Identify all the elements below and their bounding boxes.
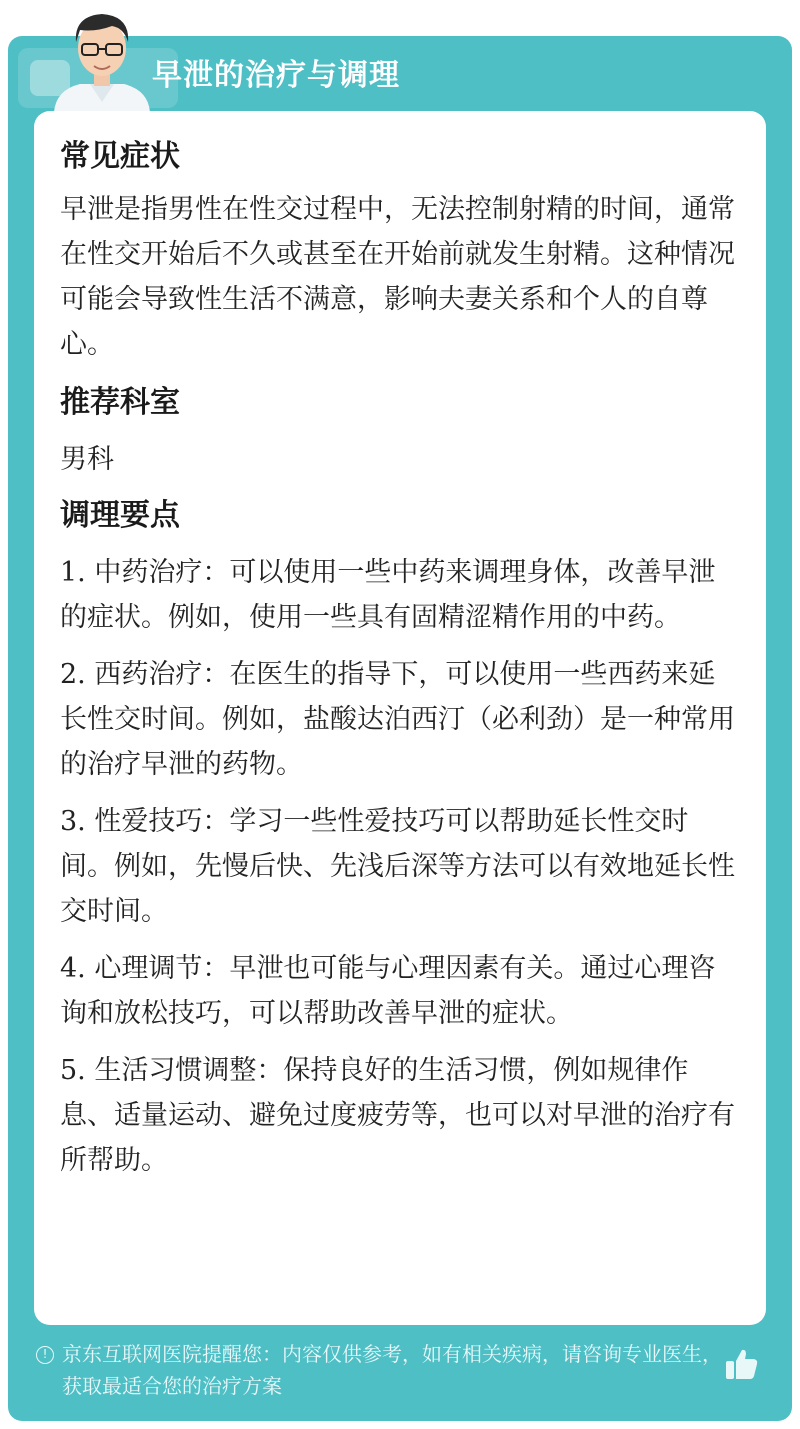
care-item-number: 1. [60, 557, 86, 588]
care-item-text: 心理调节：早泄也可能与心理因素有关。通过心理咨询和放松技巧，可以帮助改善早泄的症状。 [60, 953, 716, 1029]
department-text: 男科 [60, 444, 114, 475]
symptoms-title: 常见症状 [60, 139, 180, 174]
thumbs-up-icon[interactable] [724, 1346, 760, 1382]
page-title: 早泄的治疗与调理 [152, 58, 400, 93]
care-item-number: 3. [60, 806, 86, 837]
care-item-text: 性爱技巧：学习一些性爱技巧可以帮助延长性交时间。例如，先慢后快、先浅后深等方法可以有效地延长性交时间。 [60, 806, 735, 927]
care-item [60, 652, 740, 787]
care-item-text: 中药治疗：可以使用一些中药来调理身体，改善早泄的症状。例如，使用一些具有固精涩精作用的中药。 [60, 557, 716, 633]
care-item [60, 946, 740, 1036]
care-item [60, 1048, 740, 1183]
care-title: 调理要点 [60, 498, 180, 533]
care-item-number: 5. [60, 1055, 86, 1086]
disclaimer [36, 1338, 726, 1402]
disclaimer-text: 京东互联网医院提醒您：内容仅供参考，如有相关疾病，请咨询专业医生，获取最适合您的治疗方案 [62, 1342, 722, 1398]
content-card [34, 111, 766, 1325]
care-item-number: 4. [60, 953, 86, 984]
care-item-number: 2. [60, 659, 86, 690]
info-icon: ! [36, 1346, 54, 1364]
care-item-text: 西药治疗：在医生的指导下，可以使用一些西药来延长性交时间。例如，盐酸达泊西汀（必利劲）是一种常用的治疗早泄的药物。 [60, 659, 735, 780]
department-title: 推荐科室 [60, 385, 180, 420]
symptoms-text: 早泄是指男性在性交过程中，无法控制射精的时间，通常在性交开始后不久或甚至在开始前就发生射精。这种情况可能会导致性生活不满意，影响夫妻关系和个人的自尊心。 [60, 194, 735, 360]
care-item [60, 799, 740, 934]
doctor-avatar [46, 6, 158, 112]
care-item [60, 550, 740, 640]
care-item-text: 生活习惯调整：保持良好的生活习惯，例如规律作息、适量运动、避免过度疲劳等，也可以对早泄的治疗有所帮助。 [60, 1055, 735, 1176]
